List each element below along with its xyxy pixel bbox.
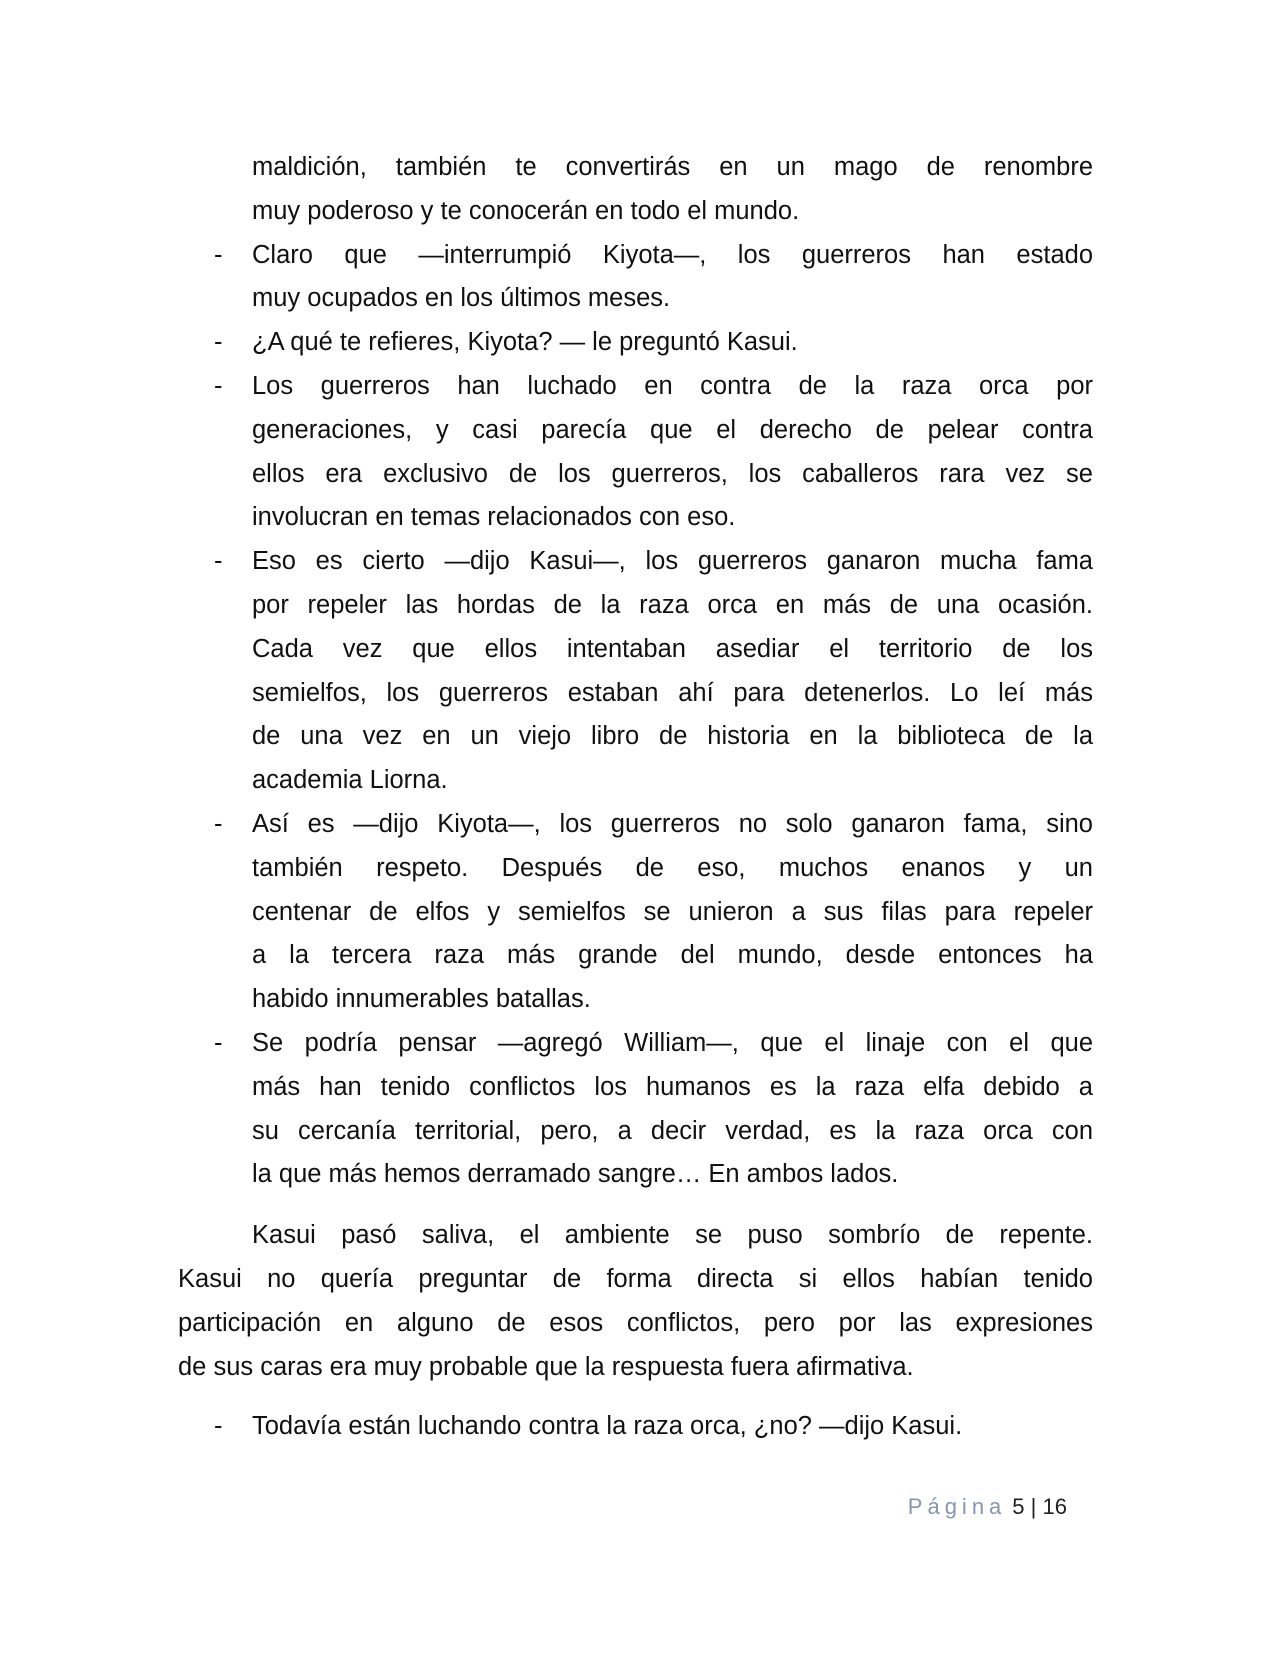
paragraph <box>0 1214 1280 1389</box>
dialogue-item <box>0 803 1280 1022</box>
text-line: maldición, también te convertirás en un mago de renombre <box>252 153 1093 181</box>
dialogue-dash: - <box>214 371 223 400</box>
text-line: centenar de elfos y semielfos se unieron a sus filas para repeler <box>252 897 1093 926</box>
dialogue-item <box>0 540 1280 803</box>
text-line: Así es —dijo Kiyota—, los guerreros no solo ganaron fama, sino <box>252 809 1093 838</box>
text-line: su cercanía territorial, pero, a decir verdad, es la raza orca con <box>252 1116 1093 1145</box>
document-body <box>0 146 1280 1449</box>
text-line: Eso es cierto —dijo Kasui—, los guerreros ganaron mucha fama <box>252 547 1093 576</box>
text-line: semielfos, los guerreros estaban ahí para detenerlos. Lo leí más <box>252 678 1093 707</box>
text-line: muy ocupados en los últimos meses. <box>252 284 671 313</box>
text-line: a la tercera raza más grande del mundo, desde entonces ha <box>252 941 1093 970</box>
text-line: habido innumerables batallas. <box>252 985 591 1014</box>
text-line: también respeto. Después de eso, muchos enanos y un <box>252 853 1093 882</box>
page-total: 16 <box>1042 1494 1067 1519</box>
text-line: muy poderoso y te conocerán en todo el mundo. <box>252 196 800 225</box>
dialogue-dash: - <box>214 809 223 838</box>
page-number: 5 <box>1012 1494 1025 1519</box>
text-line: ellos era exclusivo de los guerreros, los caballeros rara vez se <box>252 459 1093 488</box>
dialogue-dash: - <box>214 1028 223 1057</box>
page-footer <box>908 1494 1067 1520</box>
text-line: por repeler las hordas de la raza orca en más de una ocasión. <box>252 590 1093 619</box>
text-line: Claro que —interrumpió Kiyota—, los guerreros han estado <box>252 240 1093 269</box>
dialogue-item <box>0 1022 1280 1197</box>
continued-text <box>0 146 1280 234</box>
dialogue-dash: - <box>214 1412 223 1441</box>
text-line: Kasui pasó saliva, el ambiente se puso sombrío de repente. <box>252 1221 1093 1250</box>
text-line: ¿A qué te refieres, Kiyota? — le preguntó Kasui. <box>252 328 798 357</box>
dialogue-dash: - <box>214 328 223 357</box>
dialogue-item <box>0 365 1280 540</box>
text-line: involucran en temas relacionados con eso. <box>252 503 736 532</box>
text-line: de una vez en un viejo libro de historia en la biblioteca de la <box>252 722 1093 751</box>
text-line: Todavía están luchando contra la raza orca, ¿no? —dijo Kasui. <box>252 1412 963 1441</box>
text-line: Cada vez que ellos intentaban asediar el territorio de los <box>252 634 1093 663</box>
text-line: más han tenido conflictos los humanos es la raza elfa debido a <box>252 1072 1093 1101</box>
dialogue-dash: - <box>214 547 223 576</box>
dialogue-item <box>0 321 1280 365</box>
dialogue-item <box>0 1405 1280 1449</box>
text-line: Se podría pensar —agregó William—, que el linaje con el que <box>252 1028 1093 1057</box>
text-line: participación en alguno de esos conflictos, pero por las expresiones <box>178 1308 1093 1337</box>
text-line: de sus caras era muy probable que la respuesta fuera afirmativa. <box>178 1352 914 1381</box>
text-line: la que más hemos derramado sangre… En ambos lados. <box>252 1160 899 1189</box>
dialogue-dash: - <box>214 240 223 269</box>
text-line: Los guerreros han luchado en contra de la raza orca por <box>252 371 1093 400</box>
page-separator: | <box>1030 1494 1037 1519</box>
text-line: generaciones, y casi parecía que el derecho de pelear contra <box>252 415 1093 444</box>
dialogue-item <box>0 234 1280 322</box>
text-line: Kasui no quería preguntar de forma directa si ellos habían tenido <box>178 1264 1093 1293</box>
page-label: Página <box>907 1494 1007 1519</box>
text-line: academia Liorna. <box>252 766 448 795</box>
